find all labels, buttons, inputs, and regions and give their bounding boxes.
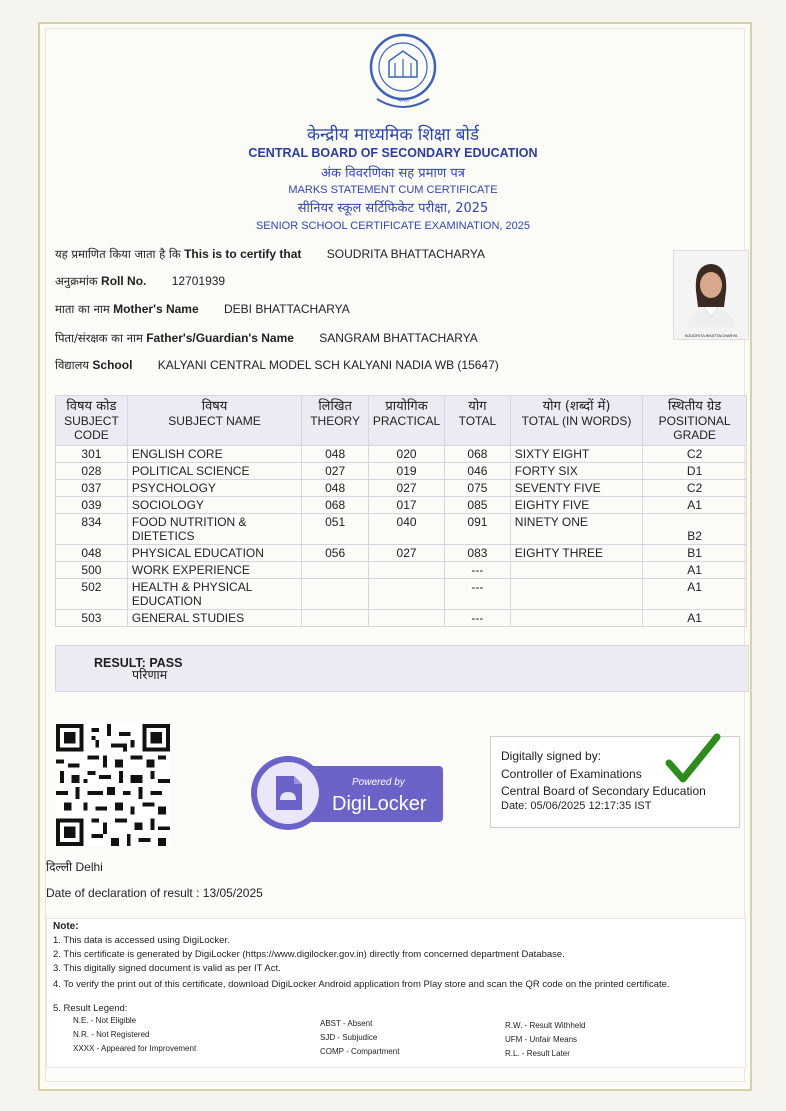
- certify-line: यह प्रमाणित किया जाता है कि This is to certify that SOUDRITA BHATTACHARYA: [55, 247, 486, 261]
- photo-caption: SOUDRITA BHATTACHARYA: [684, 333, 738, 338]
- roll-number: 12701939: [171, 274, 226, 288]
- school-line: विद्यालय School KALYANI CENTRAL MODEL SCH KALYANI NADIA WB (15647): [55, 358, 499, 372]
- mother-line: माता का नाम Mother's Name DEBI BHATTACHARYA: [55, 302, 350, 316]
- cbse-seal-logo: [367, 33, 439, 115]
- table-row: 028 POLITICAL SCIENCE 027 019 046 FORTY SIX D1: [56, 463, 747, 480]
- col-subject-name: विषय SUBJECT NAME: [127, 396, 301, 446]
- father-line: पिता/संरक्षक का नाम Father's/Guardian's Name SANGRAM BHATTACHARYA: [55, 331, 478, 345]
- col-positional-grade: स्थितीय ग्रेड POSITIONAL GRADE: [643, 396, 747, 446]
- marks-table: [55, 395, 747, 627]
- exam-title-hindi: सीनियर स्कूल सर्टिफिकेट परीक्षा, 2025: [297, 201, 489, 216]
- table-row: 503 GENERAL STUDIES --- A1: [56, 610, 747, 627]
- svg-text:भारत: भारत: [397, 97, 409, 104]
- table-row: 048 PHYSICAL EDUCATION 056 027 083 EIGHTY THREE B1: [56, 545, 747, 562]
- place: दिल्ली Delhi: [46, 860, 103, 874]
- qr-code[interactable]: [56, 724, 170, 846]
- table-row: 037 PSYCHOLOGY 048 027 075 SEVENTY FIVE C2: [56, 480, 747, 497]
- table-header-row: [56, 396, 747, 446]
- checkmark-icon: [665, 733, 721, 787]
- school-name: KALYANI CENTRAL MODEL SCH KALYANI NADIA WB (15647): [157, 358, 499, 372]
- digilocker-brand-text: DigiLocker: [332, 793, 427, 815]
- table-row: 502 HEALTH & PHYSICAL EDUCATION --- A1: [56, 579, 747, 610]
- father-name: SANGRAM BHATTACHARYA: [319, 331, 478, 345]
- board-title-hindi: केन्द्रीय माध्यमिक शिक्षा बोर्ड: [306, 125, 480, 145]
- digital-signature-box: Digitally signed by: Controller of Examinations Central Board of Secondary Education Date: 05/06/2025 12:17:35 IST: [490, 736, 740, 828]
- student-photo-image: [674, 251, 748, 327]
- doc-title-hindi: अंक विवरणिका सह प्रमाण पत्र: [321, 166, 465, 181]
- notes-section: Note: 1. This data is accessed using DigiLocker. 2. This certificate is generated by DigiLocker (https://www.digilocker.gov.in) directly from concerned department Database. 3. This digitally signed document is valid as per IT Act. 4. To verify the print out of this certificate, download DigiLocker Android application from Play store and scan the QR code on the printed certificate. 5. Result Legend: N.E. - Not Eligible N.R. - Not Registered XXXX - Appeared for Improvement ABST - Absent SJD - Subjudice COMP - Compartment R.W. - Result Withheld UFM - Unfair Means R.L. - Result Later: [46, 918, 746, 1068]
- result-text: परिणाम RESULT: PASS: [94, 656, 183, 682]
- board-title-english: CENTRAL BOARD OF SECONDARY EDUCATION: [248, 146, 538, 160]
- table-row: 834 FOOD NUTRITION & DIETETICS 051 040 091 NINETY ONE B2: [56, 514, 747, 545]
- doc-title-english: MARKS STATEMENT CUM CERTIFICATE: [288, 184, 498, 196]
- mother-name: DEBI BHATTACHARYA: [223, 302, 350, 316]
- table-row: 301 ENGLISH CORE 048 020 068 SIXTY EIGHT C2: [56, 446, 747, 463]
- col-total: योग TOTAL: [445, 396, 511, 446]
- exam-title-english: SENIOR SCHOOL CERTIFICATE EXAMINATION, 2025: [255, 220, 531, 232]
- powered-by-text: Powered by: [352, 777, 405, 788]
- col-subject-code: विषय कोड SUBJECT CODE: [56, 396, 128, 446]
- col-practical: प्रायोगिक PRACTICAL: [369, 396, 445, 446]
- table-row: 500 WORK EXPERIENCE --- A1: [56, 562, 747, 579]
- result-bar: [55, 645, 749, 692]
- student-name: SOUDRITA BHATTACHARYA: [326, 247, 486, 261]
- declaration-date: Date of declaration of result : 13/05/2025: [46, 886, 263, 900]
- digilocker-logo: [250, 752, 445, 834]
- table-row: 039 SOCIOLOGY 068 017 085 EIGHTY FIVE A1: [56, 497, 747, 514]
- student-photo: [673, 250, 749, 340]
- col-theory: लिखित THEORY: [302, 396, 369, 446]
- roll-line: अनुक्रमांक Roll No. 12701939: [55, 274, 226, 288]
- col-total-words: योग (शब्दों में) TOTAL (IN WORDS): [510, 396, 642, 446]
